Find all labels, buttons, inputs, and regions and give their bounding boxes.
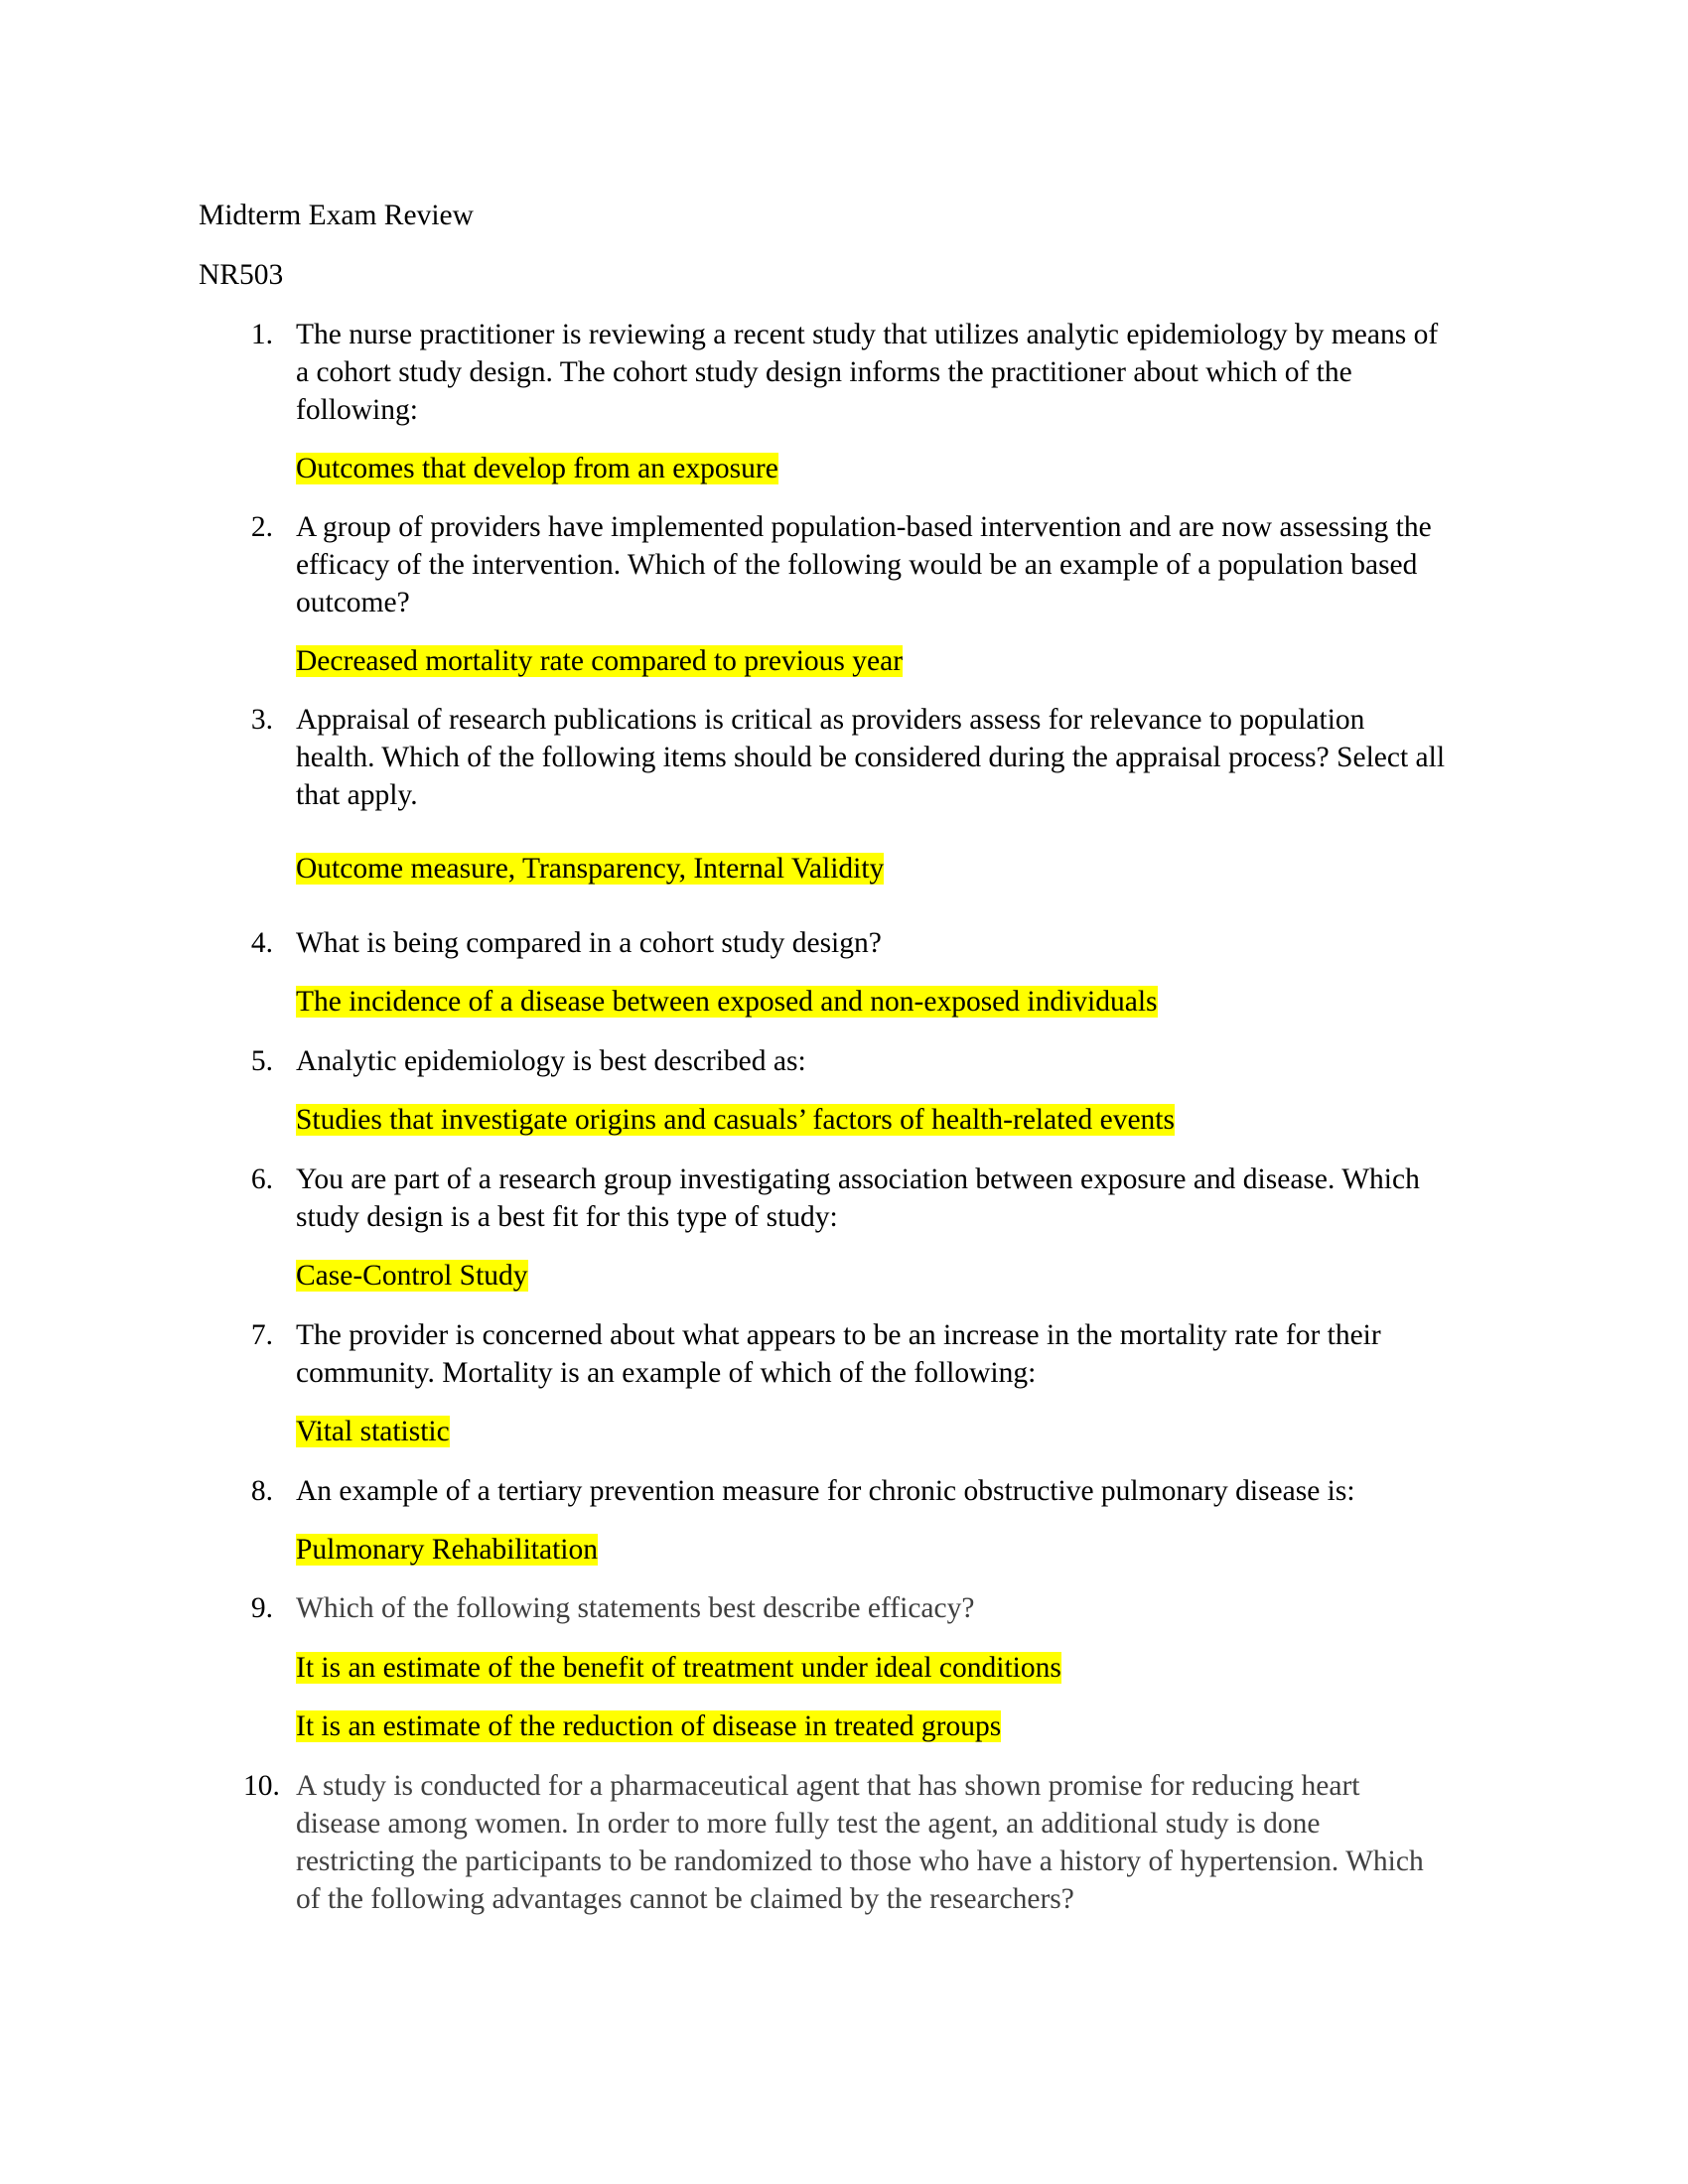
question-text-line: community. Mortality is an example of which of the following:: [296, 1357, 1037, 1389]
answer-line: [296, 1257, 528, 1295]
highlighted-answer: Outcomes that develop from an exposure: [296, 453, 778, 484]
question-number: 3.: [250, 704, 273, 736]
question-text-line: of the following advantages cannot be claimed by the researchers?: [296, 1883, 1074, 1915]
highlighted-answer: Pulmonary Rehabilitation: [296, 1534, 598, 1566]
question-text-line: health. Which of the following items should be considered during the appraisal process? Select all: [296, 742, 1446, 773]
question-text-line: Which of the following statements best describe efficacy?: [296, 1592, 975, 1624]
answer-line: [296, 1531, 598, 1569]
question-text-line: A group of providers have implemented population-based intervention and are now assessing the: [296, 511, 1432, 543]
question-text-line: restricting the participants to be randomized to those who have a history of hypertension. Which: [296, 1845, 1424, 1877]
answer-line: [296, 1101, 1175, 1139]
question-text-line: a cohort study design. The cohort study design informs the practitioner about which of the: [296, 356, 1352, 388]
question-number: 2.: [250, 511, 273, 543]
question-text-line: Appraisal of research publications is critical as providers assess for relevance to population: [296, 704, 1365, 736]
question-text-line: The nurse practitioner is reviewing a recent study that utilizes analytic epidemiology by means of: [296, 319, 1439, 350]
highlighted-answer: The incidence of a disease between exposed and non-exposed individuals: [296, 986, 1158, 1018]
question-text-line: Analytic epidemiology is best described as:: [296, 1045, 806, 1077]
highlighted-answer: Decreased mortality rate compared to previous year: [296, 645, 904, 677]
document-title: Midterm Exam Review: [199, 200, 474, 231]
answer-line: [296, 850, 884, 887]
question-text-line: study design is a best fit for this type of study:: [296, 1201, 838, 1233]
question-text-line: disease among women. In order to more fully test the agent, an additional study is done: [296, 1808, 1321, 1840]
question-text-line: The provider is concerned about what appears to be an increase in the mortality rate for their: [296, 1319, 1381, 1351]
highlighted-answer: Studies that investigate origins and casuals’ factors of health-related events: [296, 1104, 1175, 1136]
answer-line: [296, 450, 778, 487]
question-text-line: following:: [296, 394, 418, 426]
answer-line: [296, 1707, 1001, 1745]
question-number: 5.: [250, 1045, 273, 1077]
highlighted-answer: It is an estimate of the reduction of disease in treated groups: [296, 1710, 1002, 1742]
answer-line: [296, 1413, 450, 1450]
question-number: 4.: [250, 927, 273, 959]
question-number: 9.: [250, 1592, 273, 1624]
answer-line: [296, 642, 903, 680]
answer-line: [296, 1649, 1061, 1687]
highlighted-answer: Vital statistic: [296, 1416, 450, 1447]
question-number: 7.: [250, 1319, 273, 1351]
question-number: 1.: [250, 319, 273, 350]
question-text-line: What is being compared in a cohort study design?: [296, 927, 882, 959]
question-text-line: that apply.: [296, 779, 418, 811]
question-text-line: outcome?: [296, 587, 410, 618]
question-number: 6.: [250, 1163, 273, 1195]
question-number: 10.: [243, 1770, 280, 1802]
highlighted-answer: Outcome measure, Transparency, Internal Validity: [296, 853, 885, 885]
highlighted-answer: It is an estimate of the benefit of treatment under ideal conditions: [296, 1652, 1061, 1684]
question-text-line: You are part of a research group investigating association between exposure and disease. Which: [296, 1163, 1420, 1195]
highlighted-answer: Case-Control Study: [296, 1260, 528, 1292]
course-code: NR503: [199, 259, 284, 291]
question-number: 8.: [250, 1475, 273, 1507]
answer-line: [296, 983, 1158, 1021]
question-text-line: An example of a tertiary prevention measure for chronic obstructive pulmonary disease is:: [296, 1475, 1355, 1507]
question-text-line: A study is conducted for a pharmaceutical agent that has shown promise for reducing heart: [296, 1770, 1360, 1802]
question-text-line: efficacy of the intervention. Which of the following would be an example of a population based: [296, 549, 1418, 581]
